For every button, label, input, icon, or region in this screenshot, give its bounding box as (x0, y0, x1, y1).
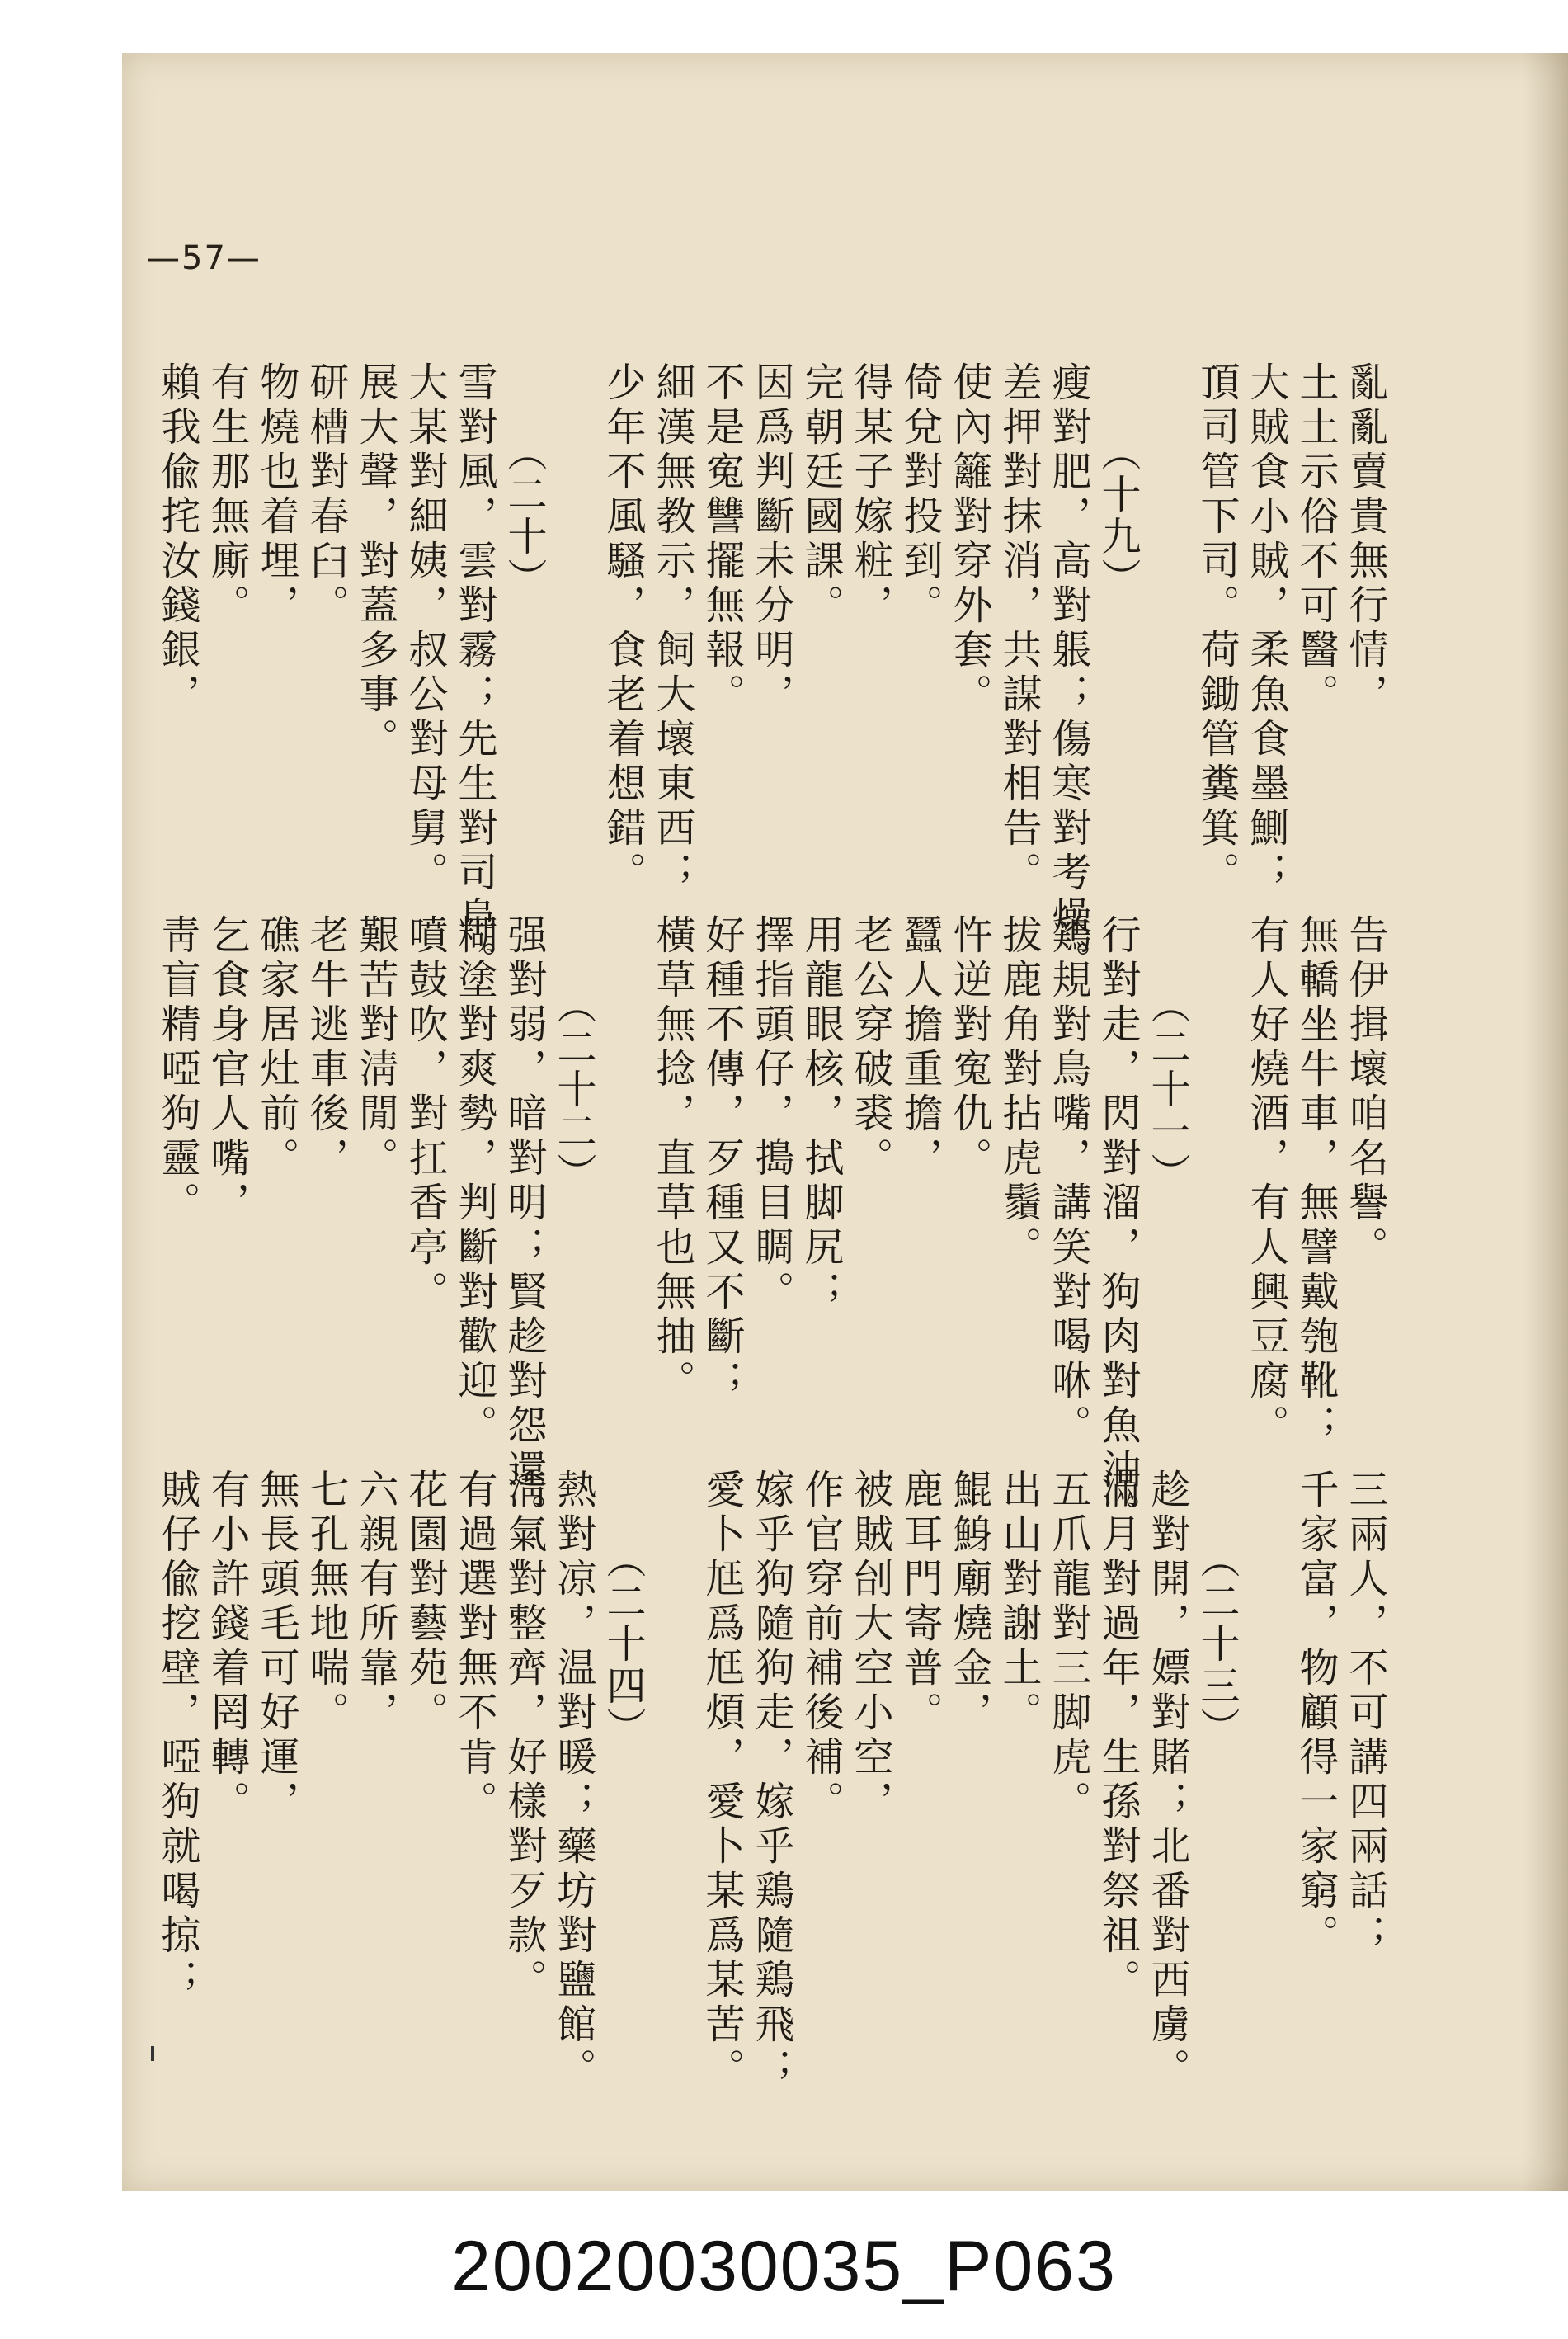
text-column: 靑盲精啞狗靈。 (154, 914, 200, 1226)
text-column: 得某子嫁粧， (847, 361, 893, 629)
text-column: 嫁乎狗隨狗走，嫁乎鶏隨鶏飛； (748, 1469, 794, 2092)
text-column: 頂司管下司。荷鋤管糞箕。 (1194, 361, 1240, 896)
text-column: 土土示俗不可醫。 (1293, 361, 1339, 718)
text-column: 强對弱，暗對明；賢趁對怨還。 (501, 914, 547, 1538)
text-column: 大某對細姨，叔公對母舅。 (402, 361, 448, 896)
text-column: 千家富，物顧得一家窮。 (1293, 1469, 1339, 1959)
section-heading: （十九） (1095, 431, 1141, 600)
text-column: 倚兌對投到。 (897, 361, 943, 629)
text-column: 被賊刣大空小空， (847, 1469, 893, 1825)
text-column: 無長頭毛可好運， (253, 1469, 299, 1825)
blank-column (1241, 1469, 1291, 1997)
text-column: 乞食身官人嘴， (204, 914, 250, 1226)
blank-column (549, 361, 598, 955)
page-edge-shadow (1523, 53, 1568, 2191)
text-column: 蠶人擔重擔， (897, 914, 943, 1181)
text-column: 因爲判斷未分明， (748, 361, 794, 718)
text-column: 大賊食小賊，柔魚食墨鰂； (1243, 361, 1289, 896)
text-column: 有過選對無不肯。 (451, 1469, 497, 1825)
text-block-bottom (153, 1469, 1390, 2092)
text-column: 告伊揖壞咱名譽。 (1342, 914, 1388, 1271)
text-column: 瘦對肥，高對躼；傷寒對考燥。 (1045, 361, 1091, 985)
section-heading: （二十一） (1144, 984, 1190, 1195)
text-block-middle (153, 914, 1390, 1538)
blank-column (647, 1469, 697, 1997)
text-column: 亂亂賣貴無行情， (1342, 361, 1388, 718)
text-column: 差押對抹消，共謀對相告。 (996, 361, 1042, 896)
text-column: 有人好燒酒，有人興豆腐。 (1243, 914, 1289, 1449)
text-column: 賴我偸挓汝錢銀， (154, 361, 200, 718)
text-column: 出山對謝土。 (996, 1469, 1042, 1736)
text-column: 拔鹿角對拈虎鬚。 (996, 914, 1042, 1271)
section-heading: （二十四） (600, 1539, 646, 1749)
text-column: 行對走，閃對溜，狗肉對魚油。 (1095, 914, 1141, 1538)
text-column: 完朝廷國課。 (798, 361, 844, 629)
text-column: 鯤鯓廟燒金， (946, 1469, 992, 1736)
text-column: 糊塗對爽勢，判斷對歡迎。 (451, 914, 497, 1449)
text-column: 趁對開，嫖對賭；北番對西虜。 (1144, 1469, 1190, 2092)
section-heading: （二十） (501, 431, 547, 600)
section-heading: （二十二） (550, 984, 596, 1195)
blank-column (598, 914, 647, 1459)
text-column: 老公穿破裘。 (847, 914, 893, 1181)
section-heading: （二十三） (1194, 1539, 1240, 1749)
text-column: 淸氣對整齊，好樣對歹款。 (501, 1469, 547, 2003)
text-column: 噴鼓吹，對扛香亭。 (402, 914, 448, 1315)
text-column: 七孔無地喘。 (303, 1469, 349, 1736)
text-column: 少年不風騷，食老着想錯。 (600, 361, 646, 896)
text-column: 賊仔偸挖壁，啞狗就喝掠； (154, 1469, 200, 2003)
text-column: 展大聲，對蓋多事。 (352, 361, 398, 762)
text-column: 研槽對春臼。 (303, 361, 349, 629)
text-column: 擇指頭仔，搗目睭。 (748, 914, 794, 1315)
page-speck (151, 2046, 154, 2061)
text-column: 有生那無廝。 (204, 361, 250, 629)
text-column: 用龍眼核，拭脚尻； (798, 914, 844, 1315)
blank-column (1192, 914, 1241, 1459)
text-column: 作官穿前補後補。 (798, 1469, 844, 1825)
text-column: 六親有所靠， (352, 1469, 398, 1736)
text-column: 三兩人，不可講四兩話； (1342, 1469, 1388, 1959)
text-column: 鹿耳門寄普。 (897, 1469, 943, 1736)
text-column: 細漢無教示，飼大壞東西； (649, 361, 695, 896)
image-caption: 20020030035_P063 (451, 2227, 1117, 2306)
text-column: 愛卜尪爲尪煩，愛卜某爲某苦。 (699, 1469, 745, 2092)
text-column: 好種不傳，歹種又不斷； (699, 914, 745, 1404)
blank-column (1142, 361, 1192, 955)
text-column: 鶏規對鳥嘴，講笑對喝咻。 (1045, 914, 1091, 1449)
text-block-top (153, 361, 1390, 985)
page-number: —57— (147, 239, 261, 277)
text-column: 忤逆對寃仇。 (946, 914, 992, 1181)
text-column: 使內籬對穿外套。 (946, 361, 992, 718)
text-column: 不是寃讐擺無報。 (699, 361, 745, 718)
text-column: 熱對凉，温對暖；藥坊對鹽館。 (550, 1469, 596, 2092)
text-column: 物燒也着埋， (253, 361, 299, 629)
text-column: 橫草無捻，直草也無抽。 (649, 914, 695, 1404)
text-column: 滿月對過年，生孫對祭祖。 (1095, 1469, 1141, 2003)
text-column: 有小許錢着罔轉。 (204, 1469, 250, 1825)
text-column: 無轎坐牛車，無譬戴匏靴； (1293, 914, 1339, 1449)
text-column: 雪對風，雲對霧；先生對司阜。 (451, 361, 497, 985)
text-column: 五爪龍對三脚虎。 (1045, 1469, 1091, 1825)
text-column: 礁家居灶前。 (253, 914, 299, 1181)
text-column: 老牛逃車後， (303, 914, 349, 1181)
text-column: 花園對藝苑。 (402, 1469, 448, 1736)
text-column: 艱苦對淸閒。 (352, 914, 398, 1181)
